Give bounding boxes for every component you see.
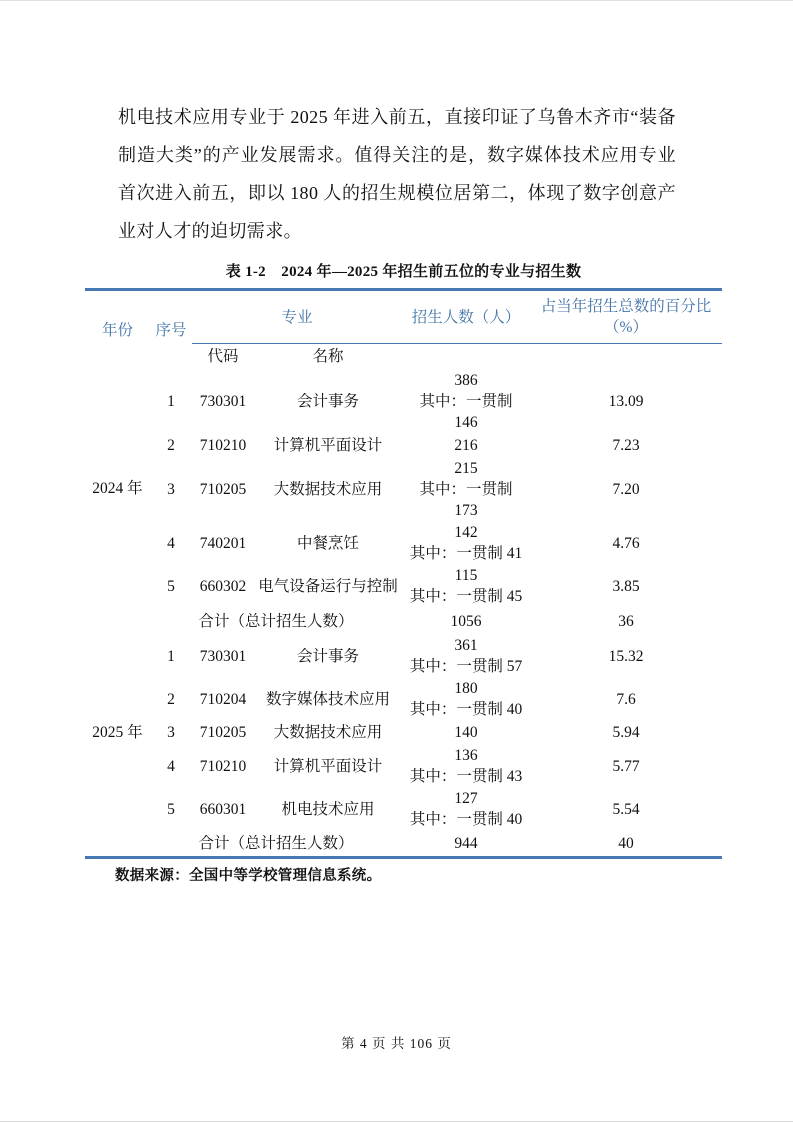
year-cell-spacer bbox=[85, 608, 150, 635]
code-cell: 710204 bbox=[199, 690, 247, 708]
table-header-row bbox=[85, 290, 722, 344]
enrollment-line: 其中：一贯制 bbox=[419, 393, 513, 410]
enrollment-table bbox=[85, 288, 722, 859]
table-title: 表 1-2 2024 年—2025 年招生前五位的专业与招生数 bbox=[225, 264, 582, 280]
code-cell: 660301 bbox=[199, 800, 247, 818]
enrollment-cell bbox=[402, 458, 530, 522]
major-name-cell: 计算机平面设计 bbox=[273, 757, 383, 775]
code-cell: 710210 bbox=[199, 437, 247, 454]
enrollment-line: 173 bbox=[454, 502, 478, 519]
table-row bbox=[85, 635, 722, 678]
index-cell: 3 bbox=[167, 724, 175, 741]
major-name-cell: 计算机平面设计 bbox=[273, 437, 383, 454]
body-paragraph: 机电技术应用专业于 2025 年进入前五，直接印证了乌鲁木齐市“装备制造大类”的产业发展需求。值得关注的是，数字媒体技术应用专业首次进入前五，即以 180 人的招生规模位居第二，体现了数字创意产业对人才的迫切需求。 bbox=[118, 107, 676, 241]
enrollment-cell bbox=[402, 565, 530, 608]
enrollment-line: 其中：一贯制 43 bbox=[409, 768, 523, 785]
major-name-cell: 中餐烹饪 bbox=[297, 534, 360, 552]
index-cell: 1 bbox=[167, 647, 175, 665]
enrollment-cell bbox=[402, 522, 530, 565]
major-name-cell: 数字媒体技术应用 bbox=[266, 690, 391, 708]
enrollment-line: 其中：一贯制 bbox=[419, 481, 513, 498]
total-percent-cell: 36 bbox=[618, 612, 634, 630]
enrollment-line: 其中：一贯制 57 bbox=[409, 658, 523, 675]
total-percent-cell: 40 bbox=[618, 834, 634, 852]
enrollment-line: 136 bbox=[454, 747, 478, 764]
code-cell: 730301 bbox=[199, 393, 247, 410]
year-cell: 2024 年 bbox=[92, 480, 143, 497]
index-cell: 5 bbox=[167, 800, 175, 818]
percent-cell: 3.85 bbox=[612, 577, 640, 595]
table-row bbox=[85, 565, 722, 608]
major-name-cell: 电气设备运行与控制 bbox=[258, 577, 398, 595]
table-row bbox=[85, 370, 722, 434]
code-cell: 710205 bbox=[199, 481, 247, 498]
total-label-cell: 合计（总计招生人数） bbox=[198, 834, 354, 852]
index-cell: 5 bbox=[167, 577, 175, 595]
table-row bbox=[85, 788, 722, 831]
enrollment-cell bbox=[402, 788, 530, 831]
table-row bbox=[85, 434, 722, 458]
percent-cell: 5.77 bbox=[612, 757, 640, 775]
page-number: 第 4 页 共 106 页 bbox=[341, 1036, 452, 1051]
enrollment-cell bbox=[402, 635, 530, 678]
data-source-note: 数据来源：全国中等学校管理信息系统。 bbox=[115, 868, 382, 884]
percent-cell: 7.20 bbox=[612, 481, 640, 498]
col-header-index: 序号 bbox=[155, 321, 187, 339]
code-cell: 740201 bbox=[199, 534, 247, 552]
code-cell: 710205 bbox=[199, 724, 247, 741]
enrollment-cell bbox=[402, 721, 530, 745]
enrollment-line: 其中：一贯制 45 bbox=[409, 588, 523, 605]
total-row bbox=[85, 608, 722, 635]
major-name-cell: 会计事务 bbox=[297, 647, 360, 665]
enrollment-line: 其中：一贯制 41 bbox=[409, 545, 523, 562]
percent-cell: 7.23 bbox=[612, 437, 640, 454]
major-name-cell: 大数据技术应用 bbox=[273, 724, 383, 741]
enrollment-cell bbox=[402, 434, 530, 458]
enrollment-line: 其中：一贯制 40 bbox=[409, 701, 523, 718]
enrollment-line: 115 bbox=[454, 567, 478, 584]
col-header-major: 专业 bbox=[192, 290, 402, 344]
table-row bbox=[85, 678, 722, 721]
table-row bbox=[85, 522, 722, 565]
enrollment-cell bbox=[402, 745, 530, 788]
index-cell: 4 bbox=[167, 534, 175, 552]
enrollment-line: 127 bbox=[454, 790, 478, 807]
major-name-cell: 大数据技术应用 bbox=[273, 481, 383, 498]
enrollment-line: 140 bbox=[454, 724, 478, 741]
code-cell: 730301 bbox=[199, 647, 247, 665]
table-row bbox=[85, 721, 722, 745]
year-cell: 2025 年 bbox=[92, 724, 143, 741]
year-cell-spacer bbox=[85, 831, 150, 858]
subheader-spacer bbox=[402, 344, 530, 370]
enrollment-line: 361 bbox=[454, 637, 478, 654]
enrollment-line: 180 bbox=[454, 680, 478, 697]
enrollment-line: 其中：一贯制 40 bbox=[409, 811, 523, 828]
index-cell: 2 bbox=[167, 690, 175, 708]
percent-cell: 4.76 bbox=[612, 534, 640, 552]
total-enrollment-cell: 944 bbox=[454, 834, 478, 852]
total-row bbox=[85, 831, 722, 858]
col-header-year: 年份 bbox=[101, 321, 133, 339]
index-cell: 2 bbox=[167, 437, 175, 454]
percent-cell: 5.54 bbox=[612, 800, 640, 818]
col-header-enrollment: 招生人数（人） bbox=[402, 290, 530, 344]
enrollment-cell bbox=[402, 678, 530, 721]
index-cell: 4 bbox=[167, 757, 175, 775]
table-row bbox=[85, 458, 722, 522]
enrollment-line: 386 bbox=[454, 372, 478, 389]
percent-cell: 13.09 bbox=[608, 393, 644, 410]
subheader-spacer bbox=[530, 344, 722, 370]
enrollment-cell bbox=[402, 370, 530, 434]
col-header-name: 名称 bbox=[312, 348, 344, 366]
major-name-cell: 机电技术应用 bbox=[281, 800, 375, 818]
enrollment-line: 146 bbox=[454, 414, 478, 431]
index-cell: 3 bbox=[167, 481, 175, 498]
total-label-cell: 合计（总计招生人数） bbox=[198, 612, 354, 630]
enrollment-line: 215 bbox=[454, 460, 478, 477]
percent-cell: 7.6 bbox=[616, 690, 636, 708]
enrollment-line: 216 bbox=[454, 437, 478, 454]
percent-cell: 5.94 bbox=[612, 724, 640, 741]
percent-cell: 15.32 bbox=[608, 647, 644, 665]
enrollment-line: 142 bbox=[454, 524, 478, 541]
code-cell: 710210 bbox=[199, 757, 247, 775]
total-enrollment-cell: 1056 bbox=[450, 612, 482, 630]
index-cell: 1 bbox=[167, 393, 175, 410]
major-name-cell: 会计事务 bbox=[297, 393, 360, 410]
code-cell: 660302 bbox=[199, 577, 247, 595]
table-row bbox=[85, 745, 722, 788]
col-header-code: 代码 bbox=[207, 348, 239, 366]
col-header-percent: 占当年招生总数的百分比（%） bbox=[530, 290, 722, 344]
